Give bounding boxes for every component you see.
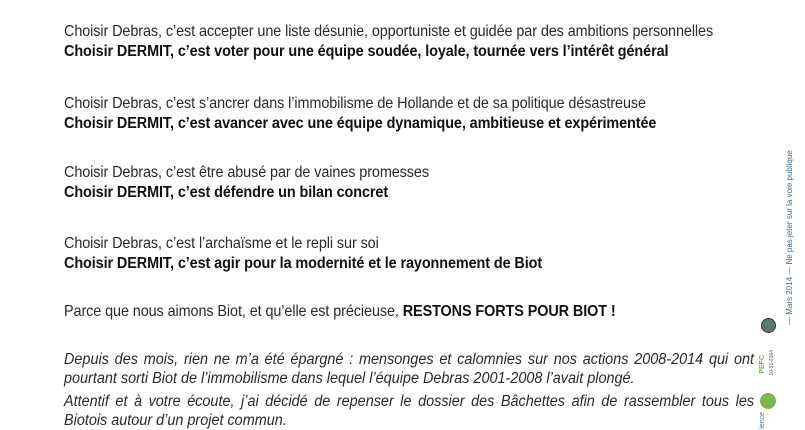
pefc-label: PEFC xyxy=(759,355,766,374)
debras-statement: Choisir Debras, c’est être abusé par de vaines promesses xyxy=(64,164,429,181)
pefc-code: 10-31-2264 xyxy=(769,350,775,376)
closing-statement xyxy=(64,302,657,322)
comparison-block-1 xyxy=(64,22,762,62)
closing-emphasis: RESTONS FORTS POUR BIOT ! xyxy=(402,303,616,320)
comparison-block-3 xyxy=(64,163,456,203)
comparison-block-4 xyxy=(64,234,578,274)
debras-statement: Choisir Debras, c’est l’archaïsme et le repli sur soi xyxy=(64,235,379,252)
italic-paragraph-2: Attentif et à votre écoute, j’ai décidé de repenser le dossier des Bâchettes afin de rassembler tous les Biotois autour d’un projet commun. xyxy=(64,393,755,429)
dermit-statement: Choisir DERMIT, c’est défendre un bilan concret xyxy=(64,184,389,201)
dermit-statement: Choisir DERMIT, c’est voter pour une équipe soudée, loyale, tournée vers l’intérêt général xyxy=(64,43,669,60)
debras-statement: Choisir Debras, c’est accepter une liste désunie, opportuniste et guidée par des ambitions personnelles xyxy=(64,23,714,40)
print-notice: — Mars 2014 — Ne pas jeter sur la voie publique xyxy=(785,150,794,325)
pefc-logo-icon xyxy=(760,393,776,409)
closing-line xyxy=(64,302,616,322)
print-sidebar xyxy=(755,150,805,430)
italic-message xyxy=(64,350,754,430)
dermit-statement: Choisir DERMIT, c’est avancer avec une équipe dynamique, ambitieuse et expérimentée xyxy=(64,115,657,132)
closing-text: Parce que nous aimons Biot, et qu’elle est précieuse, xyxy=(64,303,403,320)
comparison-block-2 xyxy=(64,94,701,134)
italic-paragraph-1: Depuis des mois, rien ne m’a été épargné : mensonges et calomnies sur nos actions 2008-2014 qui ont pourtant sorti Biot de l’immobilisme dans lequel l’équipe Debras 2001-2008 l’avait plongé. xyxy=(64,351,755,387)
dermit-statement: Choisir DERMIT, c’est agir pour la modernité et le rayonnement de Biot xyxy=(64,255,543,272)
recycle-logo-icon xyxy=(761,318,776,333)
debras-statement: Choisir Debras, c’est s’ancrer dans l’immobilisme de Hollande et de sa politique désastreuse xyxy=(64,95,646,112)
sidebar-edge-text: lence xyxy=(759,412,766,429)
